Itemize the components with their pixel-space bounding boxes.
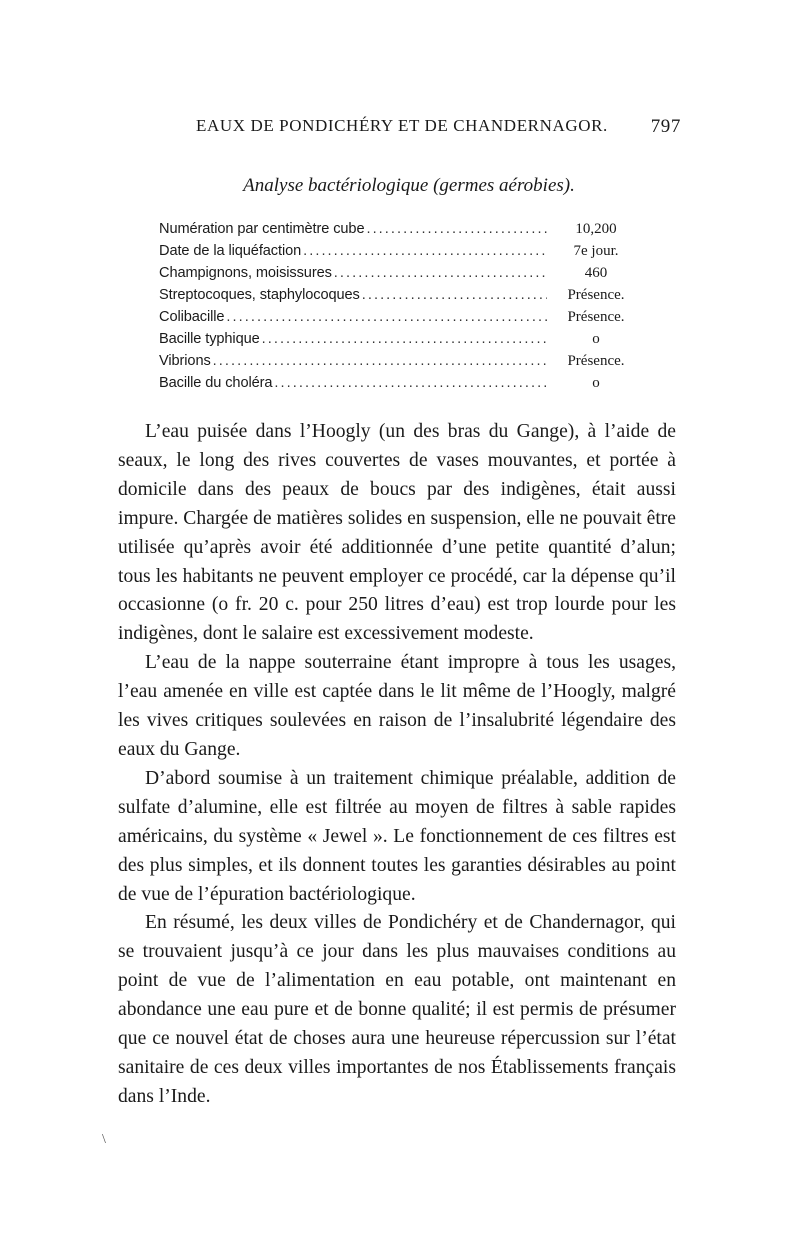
table-row [159, 328, 641, 350]
row-value: 10,200 [575, 221, 617, 237]
page-number: 797 [650, 116, 681, 137]
row-label: Colibacille [159, 309, 225, 325]
table-row [159, 350, 641, 372]
row-value: Présence. [567, 353, 625, 369]
dot-leader [334, 262, 547, 284]
dot-leader [262, 328, 547, 350]
table-row [159, 262, 641, 284]
row-label: Numération par centimètre cube [159, 221, 365, 237]
section-title: Analyse bactériologique (germes aérobies). [243, 175, 575, 196]
table-row [159, 306, 641, 328]
row-value: 460 [584, 265, 608, 281]
row-value: Présence. [567, 309, 625, 325]
stray-mark: \ [102, 1132, 106, 1147]
row-value: 7e jour. [573, 243, 619, 259]
analysis-table [159, 218, 641, 394]
row-label: Bacille typhique [159, 331, 260, 347]
row-value: o [592, 375, 600, 391]
page-header [196, 116, 681, 142]
paragraph: En résumé, les deux villes de Pondichéry et de Chandernagor, qui se trouvaient jusqu’à ce jour dans les plus mauvaises conditions au point de vue de l’alimentation en eau potable, ont maintenant en abondance une eau pure et de bonne qualité; il est permis de présumer que ce nouvel état de choses aura une heureuse répercussion sur l’état sanitaire de ces deux villes importantes de nos Établissements français dans l’Inde. [118, 912, 676, 1107]
dot-leader [303, 240, 547, 262]
table-row [159, 218, 641, 240]
row-label: Vibrions [159, 353, 211, 369]
dot-leader [213, 350, 547, 372]
row-label: Date de la liquéfaction [159, 243, 302, 259]
dot-leader [366, 218, 547, 240]
dot-leader [274, 372, 547, 394]
row-label: Champignons, moisissures [159, 265, 332, 281]
table-row [159, 372, 641, 394]
paragraph: D’abord soumise à un traitement chimique préalable, addition de sulfate d’alumine, elle est filtrée au moyen de filtres à sable rapides américains, du système « Jewel ». Le fonctionnement de ces filtres est des plus simples, et ils donnent toutes les garanties désirables au point de vue de l’épuration bactériologique. [118, 767, 676, 905]
body-text [118, 418, 676, 1112]
running-title: EAUX DE PONDICHÉRY ET DE CHANDERNAGOR. [196, 116, 608, 135]
row-value: o [592, 331, 600, 347]
paragraph: L’eau de la nappe souterraine étant impropre à tous les usages, l’eau amenée en ville est captée dans le lit même de l’Hoogly, malgré les vives critiques soulevées en raison de l’insalubrité légendaire des eaux du Gange. [118, 652, 676, 760]
dot-leader [226, 306, 547, 328]
table-row [159, 284, 641, 306]
table-row [159, 240, 641, 262]
dot-leader [362, 284, 547, 306]
row-label: Streptocoques, staphylocoques [159, 287, 360, 303]
paragraph: L’eau puisée dans l’Hoogly (un des bras du Gange), à l’aide de seaux, le long des rives couvertes de vases mouvantes, et portée à domicile dans des peaux de boucs par des indigènes, était aussi impure. Chargée de matières solides en suspension, elle ne pouvait être utilisée qu’après avoir été additionnée d’une petite quantité d’alun; tous les habitants ne peuvent employer ce procédé, car la dépense qu’il occasionne (o fr. 20 c. pour 250 litres d’eau) est trop lourde pour les indigènes, dont le salaire est excessivement modeste. [118, 421, 676, 645]
row-label: Bacille du choléra [159, 375, 273, 391]
row-value: Présence. [567, 287, 625, 303]
